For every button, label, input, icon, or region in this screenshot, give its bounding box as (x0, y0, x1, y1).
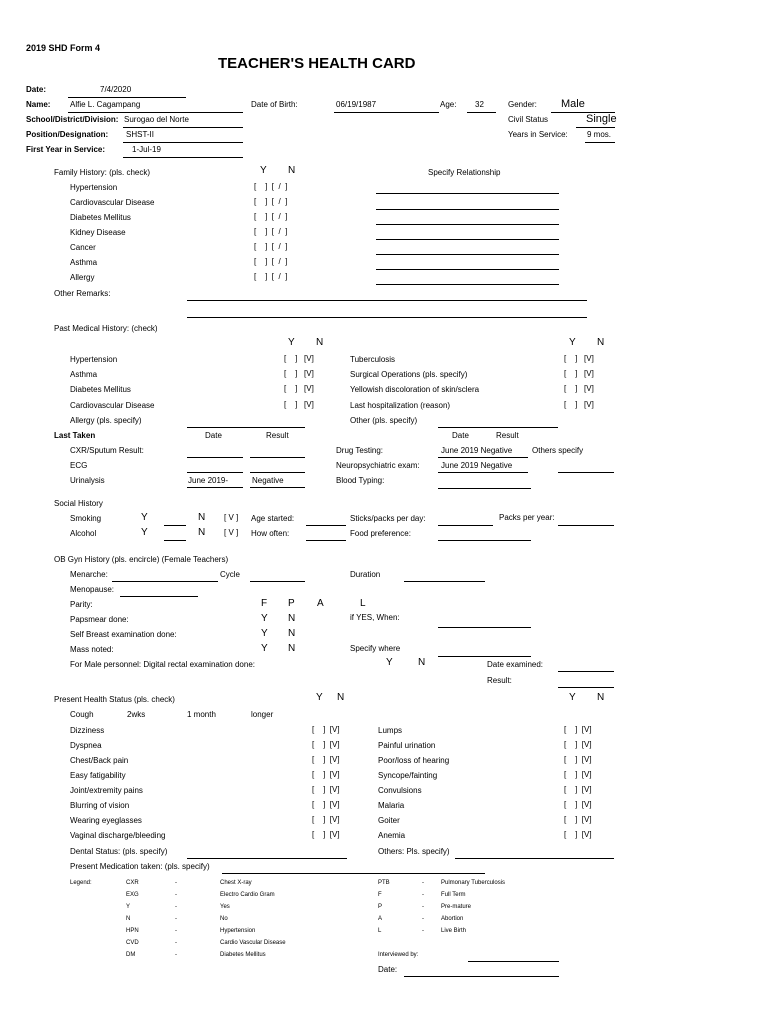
legend-dash: - (175, 940, 177, 946)
social-history-title: Social History (54, 499, 103, 508)
other-line[interactable] (438, 427, 558, 428)
if-yes-line[interactable] (438, 627, 531, 628)
papsmear-n[interactable]: N (288, 613, 296, 624)
legend-desc: Diabetes Mellitus (220, 952, 266, 958)
present-checkbox[interactable]: [ ] [V] (312, 830, 340, 839)
relationship-line[interactable] (376, 254, 559, 255)
legend-abbr: CXR (126, 880, 139, 886)
legend-desc: Yes (220, 904, 230, 910)
name-label: Name: (26, 100, 51, 109)
family-checkbox[interactable]: [ ] [ / ] (254, 227, 288, 236)
past-y-header: Y (288, 337, 295, 348)
dob-label: Date of Birth: (251, 100, 298, 109)
past-checkbox-right[interactable]: [ ] [V] (564, 354, 594, 363)
past-checkbox-right[interactable]: [ ] [V] (564, 384, 594, 393)
cough-label: Cough (70, 710, 94, 719)
name-value: Alfie L. Cagampang (70, 100, 141, 109)
ob-title: OB Gyn History (pls. encircle) (Female Teachers) (54, 555, 229, 564)
years-label: Years in Service: (508, 130, 568, 139)
present-checkbox-right[interactable]: [ ] [V] (564, 815, 592, 824)
last-taken-title: Last Taken (54, 431, 96, 440)
legend-dash: - (422, 928, 424, 934)
menarche-line[interactable] (112, 581, 218, 582)
legend-abbr-right: P (378, 904, 383, 910)
legend-dash: - (175, 904, 177, 910)
other-remarks-line[interactable] (187, 317, 587, 318)
dob-value: 06/19/1987 (336, 100, 377, 109)
last-taken-result-header-right: Result (496, 431, 519, 440)
legend-abbr-right: A (378, 916, 383, 922)
page-title: TEACHER'S HEALTH CARD (218, 55, 416, 72)
family-y-header: Y (260, 165, 267, 176)
age-started-label: Age started: (251, 514, 295, 523)
how-often-label: How often: (251, 529, 290, 538)
present-item: Vaginal discharge/bleeding (70, 831, 166, 840)
family-n-header: N (288, 165, 296, 176)
age-value: 32 (475, 100, 484, 109)
cough-1month[interactable]: 1 month (187, 710, 216, 719)
first-year-value: 1-Jul-19 (132, 145, 161, 154)
present-checkbox[interactable]: [ ] [V] (312, 770, 340, 779)
family-checkbox[interactable]: [ ] [ / ] (254, 257, 288, 266)
result-line[interactable] (558, 687, 614, 688)
medication-line[interactable] (222, 873, 485, 874)
date-label: Date: (26, 85, 47, 94)
position-field-line (123, 142, 243, 143)
legend-abbr: EXG (126, 892, 139, 898)
date-field-line (68, 97, 186, 98)
present-y-header: Y (316, 692, 323, 703)
present-item-right: Goiter (378, 816, 400, 825)
civil-status-line (576, 127, 615, 128)
age-field-line (467, 112, 496, 113)
parity-f[interactable]: F (261, 598, 268, 609)
parity-a[interactable]: A (317, 598, 324, 609)
packs-line[interactable] (558, 525, 614, 526)
relationship-line[interactable] (376, 193, 559, 194)
duration-line[interactable] (404, 581, 485, 582)
civil-status-label: Civil Status (508, 115, 549, 124)
allergy-line[interactable] (187, 427, 305, 428)
smoking-y[interactable]: Y (141, 512, 148, 523)
present-checkbox-right[interactable]: [ ] [V] (564, 785, 592, 794)
past-checkbox[interactable]: [ ] [V] (284, 400, 314, 409)
present-item: Chest/Back pain (70, 756, 129, 765)
menopause-label: Menopause: (70, 585, 115, 594)
present-checkbox-right[interactable]: [ ] [V] (564, 725, 592, 734)
neuro-label: Neuropsychiatric exam: (336, 461, 420, 470)
family-item: Cancer (70, 243, 96, 252)
present-checkbox[interactable]: [ ] [V] (312, 800, 340, 809)
legend-dash: - (175, 880, 177, 886)
mass-y[interactable]: Y (261, 643, 268, 654)
past-n-header-right: N (597, 337, 605, 348)
years-value: 9 mos. (587, 130, 612, 139)
papsmear-label: Papsmear done: (70, 615, 129, 624)
ecg-result-line[interactable] (250, 472, 305, 473)
family-checkbox[interactable]: [ ] [ / ] (254, 242, 288, 251)
relationship-line[interactable] (376, 209, 559, 210)
sticks-label: Sticks/packs per day: (350, 514, 426, 523)
present-checkbox-right[interactable]: [ ] [V] (564, 830, 592, 839)
other-remarks-label: Other Remarks: (54, 289, 111, 298)
others-present-label: Others: Pls. specify) (378, 847, 450, 856)
family-item: Hypertension (70, 183, 118, 192)
menarche-label: Menarche: (70, 570, 108, 579)
drug-label: Drug Testing: (336, 446, 383, 455)
legend-desc: Hypertension (220, 928, 256, 934)
present-checkbox-right[interactable]: [ ] [V] (564, 800, 592, 809)
cycle-line[interactable] (250, 581, 305, 582)
family-checkbox[interactable]: [ ] [ / ] (254, 272, 288, 281)
alcohol-y-line (164, 540, 186, 541)
dental-label: Dental Status: (pls. specify) (70, 847, 168, 856)
past-item: Asthma (70, 370, 98, 379)
male-exam-label: For Male personnel: Digital rectal examination done: (70, 660, 255, 669)
if-yes-label: if YES, When: (350, 613, 400, 622)
neuro-line[interactable] (438, 472, 528, 473)
family-checkbox[interactable]: [ ] [ / ] (254, 212, 288, 221)
family-item: Allergy (70, 273, 95, 282)
parity-p[interactable]: P (288, 598, 295, 609)
parity-label: Parity: (70, 600, 93, 609)
years-field-line (585, 142, 615, 143)
urinalysis-result-line[interactable] (250, 487, 305, 488)
family-item: Kidney Disease (70, 228, 126, 237)
legend-label: Legend: (70, 880, 92, 886)
specify-where-line[interactable] (438, 656, 531, 657)
legend-desc: Electro Cardio Gram (220, 892, 275, 898)
male-exam-y[interactable]: Y (386, 657, 393, 668)
alcohol-label: Alcohol (70, 529, 97, 538)
interviewed-by-label: Interviewed by: (378, 952, 419, 958)
legend-desc: No (220, 916, 228, 922)
last-taken-date-header: Date (205, 431, 222, 440)
school-label: School/District/Division: (26, 115, 119, 124)
present-item: Wearing eyeglasses (70, 816, 142, 825)
past-item-right: Tuberculosis (350, 355, 396, 364)
smoking-y-line (164, 525, 186, 526)
first-year-label: First Year in Service: (26, 145, 106, 154)
name-field-line (68, 112, 243, 113)
dental-line[interactable] (187, 858, 347, 859)
present-item: Dizziness (70, 726, 105, 735)
drug-line[interactable] (438, 457, 528, 458)
present-checkbox-right[interactable]: [ ] [V] (564, 770, 592, 779)
cxr-label: CXR/Sputum Result: (70, 446, 144, 455)
relationship-line[interactable] (376, 284, 559, 285)
legend-dash: - (422, 916, 424, 922)
breast-exam-label: Self Breast examination done: (70, 630, 177, 639)
past-item: Diabetes Mellitus (70, 385, 131, 394)
breast-y[interactable]: Y (261, 628, 268, 639)
smoking-checkbox[interactable]: [ V ] (224, 513, 239, 522)
medication-label: Present Medication taken: (pls. specify) (70, 862, 210, 871)
family-checkbox[interactable]: [ ] [ / ] (254, 182, 288, 191)
age-label: Age: (440, 100, 457, 109)
legend-desc: Chest X-ray (220, 880, 252, 886)
legend-abbr: N (126, 916, 131, 922)
past-item: Cardiovascular Disease (70, 401, 155, 410)
position-label: Position/Designation: (26, 130, 109, 139)
legend-dash: - (175, 916, 177, 922)
cough-longer[interactable]: longer (251, 710, 274, 719)
past-checkbox-right[interactable]: [ ] [V] (564, 369, 594, 378)
school-field-line (123, 127, 243, 128)
alcohol-y[interactable]: Y (141, 527, 148, 538)
urinalysis-label: Urinalysis (70, 476, 105, 485)
legend-desc-right: Full Term (441, 892, 466, 898)
papsmear-y[interactable]: Y (261, 613, 268, 624)
family-checkbox[interactable]: [ ] [ / ] (254, 197, 288, 206)
present-item-right: Painful urination (378, 741, 436, 750)
past-checkbox[interactable]: [ ] [V] (284, 369, 314, 378)
food-label: Food preference: (350, 529, 411, 538)
present-item: Joint/extremity pains (70, 786, 143, 795)
relationship-line[interactable] (376, 224, 559, 225)
cough-2wks[interactable]: 2wks (127, 710, 146, 719)
interviewed-by-line[interactable] (468, 961, 559, 962)
present-item-right: Lumps (378, 726, 403, 735)
drug-value: June 2019 Negative (441, 446, 513, 455)
blood-typing-label: Blood Typing: (336, 476, 385, 485)
urinalysis-date-line[interactable] (187, 487, 243, 488)
smoking-label: Smoking (70, 514, 102, 523)
past-item-right: Surgical Operations (pls. specify) (350, 370, 468, 379)
past-checkbox[interactable]: [ ] [V] (284, 384, 314, 393)
first-year-field-line (123, 157, 243, 158)
past-item-right: Last hospitalization (reason) (350, 401, 451, 410)
legend-dash: - (422, 892, 424, 898)
male-exam-n[interactable]: N (418, 657, 426, 668)
others-specify-line[interactable] (558, 472, 614, 473)
present-checkbox-right[interactable]: [ ] [V] (564, 755, 592, 764)
legend-dash: - (422, 880, 424, 886)
specify-where-label: Specify where (350, 644, 401, 653)
past-checkbox-right[interactable]: [ ] [V] (564, 400, 594, 409)
legend-desc-right: Abortion (441, 916, 464, 922)
ecg-date-line[interactable] (187, 472, 243, 473)
food-line[interactable] (438, 540, 531, 541)
cycle-label: Cycle (220, 570, 241, 579)
last-taken-date-header-right: Date (452, 431, 469, 440)
legend-desc-right: Pulmonary Tuberculosis (441, 880, 506, 886)
legend-desc: Cardio Vascular Disease (220, 940, 286, 946)
packs-label: Packs per year: (499, 513, 555, 522)
interview-date-line[interactable] (404, 976, 559, 977)
past-y-header-right: Y (569, 337, 576, 348)
present-health-title: Present Health Status (pls. check) (54, 695, 175, 704)
cxr-date-line[interactable] (187, 457, 243, 458)
duration-label: Duration (350, 570, 381, 579)
interview-date-label: Date: (378, 965, 398, 974)
ecg-label: ECG (70, 461, 88, 470)
date-value: 7/4/2020 (100, 85, 132, 94)
mass-label: Mass noted: (70, 645, 114, 654)
past-medical-title: Past Medical History: (check) (54, 324, 158, 333)
legend-dash: - (175, 952, 177, 958)
urinalysis-result: Negative (252, 476, 284, 485)
legend-abbr: Y (126, 904, 131, 910)
other-label: Other (pls. specify) (350, 416, 418, 425)
present-checkbox[interactable]: [ ] [V] (312, 755, 340, 764)
present-item-right: Syncope/fainting (378, 771, 438, 780)
result-label: Result: (487, 676, 512, 685)
family-history-title: Family History: (pls. check) (54, 168, 151, 177)
past-item-right: Yellowish discoloration of skin/sclera (350, 385, 480, 394)
legend-abbr-right: L (378, 928, 382, 934)
legend-abbr: CVD (126, 940, 139, 946)
present-item: Blurring of vision (70, 801, 130, 810)
how-often-line[interactable] (306, 540, 346, 541)
last-taken-result-header: Result (266, 431, 289, 440)
present-checkbox[interactable]: [ ] [V] (312, 740, 340, 749)
legend-desc-right: Pre-mature (441, 904, 472, 910)
present-checkbox-right[interactable]: [ ] [V] (564, 740, 592, 749)
blood-typing-line[interactable] (438, 488, 531, 489)
legend-dash: - (175, 892, 177, 898)
urinalysis-date: June 2019- (188, 476, 229, 485)
present-checkbox[interactable]: [ ] [V] (312, 785, 340, 794)
alcohol-checkbox[interactable]: [ V ] (224, 528, 239, 537)
legend-desc-right: Live Birth (441, 928, 467, 934)
school-value: Surogao del Norte (124, 115, 189, 124)
past-item: Hypertension (70, 355, 118, 364)
alcohol-n[interactable]: N (198, 527, 206, 538)
neuro-value: June 2019 Negative (441, 461, 513, 470)
legend-abbr: DM (126, 952, 136, 958)
present-checkbox[interactable]: [ ] [V] (312, 815, 340, 824)
past-checkbox[interactable]: [ ] [V] (284, 354, 314, 363)
parity-l[interactable]: L (360, 598, 366, 609)
mass-n[interactable]: N (288, 643, 296, 654)
present-y-header-right: Y (569, 692, 576, 703)
present-n-header: N (337, 692, 345, 703)
present-n-header-right: N (597, 692, 605, 703)
dob-field-line (334, 112, 439, 113)
date-examined-label: Date examined: (487, 660, 544, 669)
others-specify-label: Others specify (532, 446, 584, 455)
family-item: Asthma (70, 258, 98, 267)
others-present-line[interactable] (455, 858, 614, 859)
present-item: Easy fatigability (70, 771, 126, 780)
past-n-header: N (316, 337, 324, 348)
relationship-line[interactable] (376, 269, 559, 270)
allergy-label: Allergy (pls. specify) (70, 416, 142, 425)
gender-label: Gender: (508, 100, 537, 109)
present-item: Dyspnea (70, 741, 102, 750)
civil-status-value: Single (586, 113, 617, 125)
legend-dash: - (422, 904, 424, 910)
relationship-label: Specify Relationship (428, 168, 501, 177)
position-value: SHST-II (126, 130, 155, 139)
legend-abbr: HPN (126, 928, 139, 934)
breast-n[interactable]: N (288, 628, 296, 639)
family-item: Cardiovascular Disease (70, 198, 155, 207)
date-examined-line[interactable] (558, 671, 614, 672)
family-item: Diabetes Mellitus (70, 213, 131, 222)
present-item-right: Malaria (378, 801, 405, 810)
age-started-line[interactable] (306, 525, 346, 526)
present-item-right: Anemia (378, 831, 406, 840)
other-remarks-line[interactable] (187, 300, 587, 301)
relationship-line[interactable] (376, 239, 559, 240)
cxr-result-line[interactable] (250, 457, 305, 458)
legend-abbr-right: PTB (378, 880, 390, 886)
present-item-right: Convulsions (378, 786, 422, 795)
legend-abbr-right: F (378, 892, 382, 898)
sticks-line[interactable] (438, 525, 493, 526)
present-checkbox[interactable]: [ ] [V] (312, 725, 340, 734)
smoking-n[interactable]: N (198, 512, 206, 523)
gender-value: Male (561, 98, 585, 110)
menopause-line[interactable] (120, 596, 198, 597)
form-code: 2019 SHD Form 4 (26, 43, 101, 53)
legend-dash: - (175, 928, 177, 934)
present-item-right: Poor/loss of hearing (378, 756, 450, 765)
